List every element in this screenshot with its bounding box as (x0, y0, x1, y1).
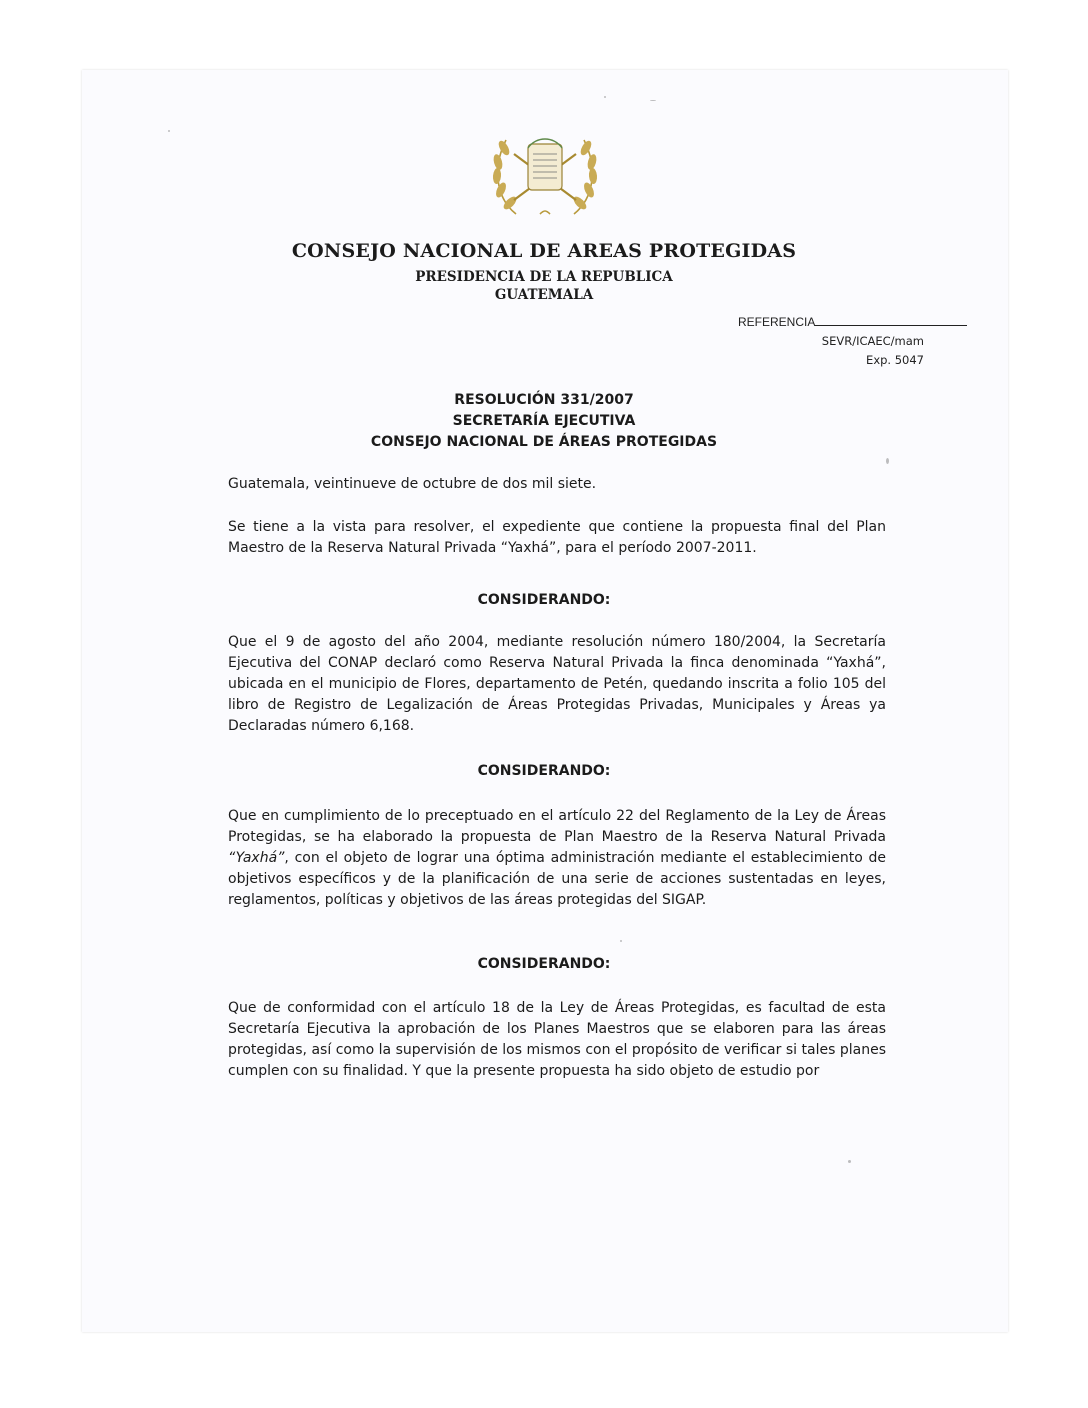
scan-speck (620, 940, 622, 942)
scan-speck (886, 458, 889, 464)
expediente-number: Exp. 5047 (866, 353, 924, 367)
considerando-2-text-end: , con el objeto de lograr una óptima administración mediante el establecimiento de objetivos específicos y de la planificación de una serie de acciones sustentadas en leyes, reglamentos, políticas y objetivos de las áreas protegidas del SIGAP. (228, 850, 886, 908)
scan-speck (848, 1160, 851, 1163)
resolution-number: RESOLUCIÓN 331/2007 (454, 392, 634, 408)
considerando-2-text-start: Que en cumplimiento de lo preceptuado en el artículo 22 del Reglamento de la Ley de Áreas Protegidas, se ha elaborado la propuesta de Plan Maestro de la Reserva Natural Privada (228, 808, 886, 845)
reference-code: SEVR/ICAEC/mam (821, 334, 924, 348)
considerando-paragraph-1: Que el 9 de agosto del año 2004, mediante resolución número 180/2004, la Secretaría Ejecutiva del CONAP declaró como Reserva Natural Privada la finca denominada “Yaxhá”, ubicada en el municipio de Flores, departamento de Petén, quedando inscrita a folio 105 del libro de Registro de Legalización de Áreas Protegidas Privadas, Municipales y Áreas ya Declaradas número 6,168. (228, 634, 886, 734)
reference-label: REFERENCIA (738, 315, 816, 329)
reference-field (738, 314, 967, 329)
council-title: CONSEJO NACIONAL DE AREAS PROTEGIDAS (291, 240, 797, 262)
considerando-heading-1: CONSIDERANDO: (477, 592, 611, 608)
resolution-office: SECRETARÍA EJECUTIVA (452, 413, 636, 429)
reference-line (815, 314, 967, 326)
scan-speck (168, 130, 170, 132)
intro-paragraph: Se tiene a la vista para resolver, el expediente que contiene la propuesta final del Plan Maestro de la Reserva Natural Privada “Yaxhá”, para el período 2007-2011. (228, 519, 886, 556)
coat-of-arms-seal (484, 118, 606, 228)
scan-speck (650, 100, 656, 101)
considerando-heading-3: CONSIDERANDO: (477, 956, 611, 972)
resolution-council: CONSEJO NACIONAL DE ÁREAS PROTEGIDAS (370, 434, 718, 450)
country-subtitle: GUATEMALA (494, 287, 594, 303)
considerando-heading-2: CONSIDERANDO: (477, 763, 611, 779)
presidency-subtitle: PRESIDENCIA DE LA REPUBLICA (415, 269, 673, 285)
considerando-paragraph-2 (228, 806, 886, 911)
reserve-name-italic: “Yaxhá” (228, 850, 285, 866)
date-line: Guatemala, veintinueve de octubre de dos mil siete. (228, 476, 597, 492)
considerando-paragraph-3: Que de conformidad con el artículo 18 de la Ley de Áreas Protegidas, es facultad de esta Secretaría Ejecutiva la aprobación de los Planes Maestros que se elaboren para las áreas protegidas, así como la supervisión de los mismos con el propósito de verificar si tales planes cumplen con su finalidad. Y que la presente propuesta ha sido objeto de estudio por (228, 1000, 886, 1079)
scan-speck (604, 96, 606, 98)
